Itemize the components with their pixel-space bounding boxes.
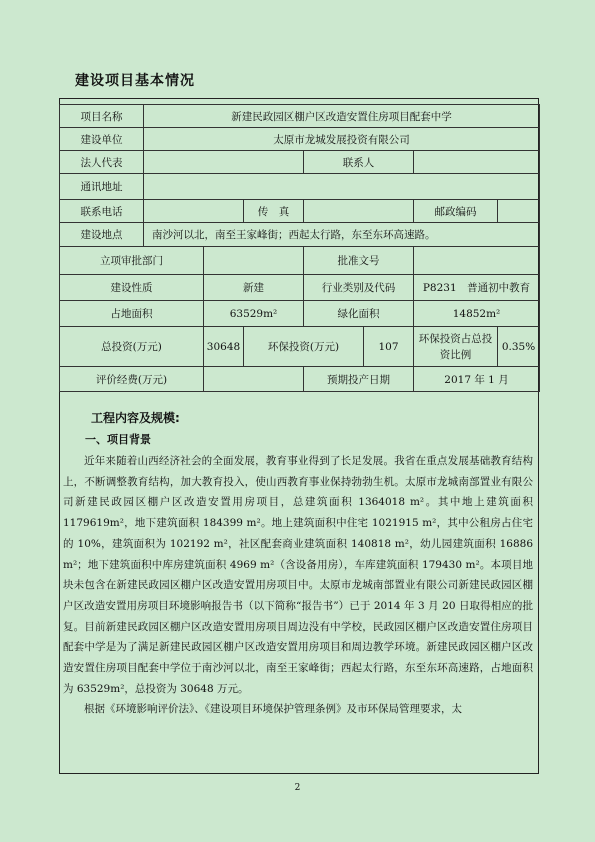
contact-label: 联系人 — [304, 151, 414, 174]
postcode-value — [498, 200, 540, 223]
row-location — [60, 223, 540, 247]
fax-label: 传 真 — [244, 200, 304, 223]
row-builder — [60, 128, 540, 151]
total-invest-label: 总投资(万元) — [60, 327, 204, 367]
page-number: 2 — [294, 783, 301, 793]
location-label: 建设地点 — [60, 223, 144, 247]
postcode-label: 邮政编码 — [414, 200, 498, 223]
eval-fee-value — [204, 367, 304, 392]
row-legal-rep — [60, 151, 540, 174]
location-value: 南沙河以北，南至王家峰街；西起太行路，东至东环高速路。 — [144, 223, 540, 247]
total-invest-value: 30648 — [204, 327, 244, 367]
contact-value — [414, 151, 540, 174]
row-area — [60, 301, 540, 327]
nature-value: 新建 — [204, 275, 304, 301]
operation-date-value: 2017 年 1 月 — [414, 367, 540, 392]
land-area-value: 63529m² — [204, 301, 304, 327]
subsection-title: 一、项目背景 — [85, 433, 151, 446]
paragraph-regulation: 根据《环境影响评价法》、《建设项目环境保护管理条例》及市环保局管理要求，太 — [84, 703, 462, 716]
address-label: 通讯地址 — [60, 174, 144, 200]
green-area-value: 14852m² — [414, 301, 540, 327]
land-area-label: 占地面积 — [60, 301, 204, 327]
row-address — [60, 174, 540, 200]
env-invest-label: 环保投资(万元) — [244, 327, 364, 367]
fax-value — [304, 200, 414, 223]
approval-no-label: 批准文号 — [304, 247, 414, 275]
builder-value: 太原市龙城发展投资有限公司 — [144, 128, 540, 151]
legal-rep-value — [144, 151, 304, 174]
section-title: 工程内容及规模: — [91, 411, 180, 425]
row-approval — [60, 247, 540, 275]
project-name-label: 项目名称 — [60, 105, 144, 128]
eval-fee-label: 评价经费(万元) — [60, 367, 204, 392]
approval-dept-value — [204, 247, 304, 275]
phone-label: 联系电话 — [60, 200, 144, 223]
project-info-table — [59, 104, 540, 392]
env-ratio-label: 环保投资占总投资比例 — [414, 327, 498, 367]
project-name-value: 新建民政园区棚户区改造安置住房项目配套中学 — [144, 105, 540, 128]
row-investment — [60, 327, 540, 367]
industry-label: 行业类别及代码 — [304, 275, 414, 301]
row-fee — [60, 367, 540, 392]
approval-no-value — [414, 247, 540, 275]
project-content — [63, 407, 533, 720]
industry-value: P8231 普通初中教育 — [414, 275, 540, 301]
address-value — [144, 174, 540, 200]
env-ratio-value: 0.35% — [498, 327, 540, 367]
row-project-name — [60, 105, 540, 128]
page-heading: 建设项目基本情况 — [75, 73, 195, 89]
approval-dept-label: 立项审批部门 — [60, 247, 204, 275]
env-invest-value: 107 — [364, 327, 414, 367]
row-phone — [60, 200, 540, 223]
phone-value — [144, 200, 244, 223]
paragraph-background: 近年来随着山西经济社会的全面发展，教育事业得到了长足发展。我省在重点发展基础教育结构上，不断调整教育结构，加大教育投入，使山西教育事业保持勃勃生机。太原市龙城南部置业有限公司新建民政园区棚户区改造安置用房项目，总建筑面积 1364018 m²。其中地上建筑面积 1179619m²，地下建筑面积 184399 m²。地上建筑面积中住宅 1021915 m²，其中公租房占住宅的 10%，建筑面积为 102192 m²，社区配套商业建筑面积 140818 m²，幼儿园建筑面积 16886 m²；地下建筑面积中库房建筑面积 4969 m²（含设备用房），车库建筑面积 179430 m²。本项目地块未包含在新建民政园区棚户区改造安置用房项目中。太原市龙城南部置业有限公司新建民政园区棚户区改造安置用房项目环境影响报告书（以下简称“报告书”）已于 2014 年 3 月 20 日取得相应的批复。目前新建民政园区棚户区改造安置用房项目周边没有中学校，民政园区棚户区改造安置住房项目配套中学是为了满足新建民政园区棚户区改造安置用房项目和周边教学环境。新建民政园区棚户区改造安置住房项目配套中学位于南沙河以北，南至王家峰街；西起太行路，东至东环高速路，占地面积为 63529m²，总投资为 30648 万元。 — [63, 455, 533, 695]
green-area-label: 绿化面积 — [304, 301, 414, 327]
builder-label: 建设单位 — [60, 128, 144, 151]
operation-date-label: 预期投产日期 — [304, 367, 414, 392]
legal-rep-label: 法人代表 — [60, 151, 144, 174]
row-nature — [60, 275, 540, 301]
nature-label: 建设性质 — [60, 275, 204, 301]
